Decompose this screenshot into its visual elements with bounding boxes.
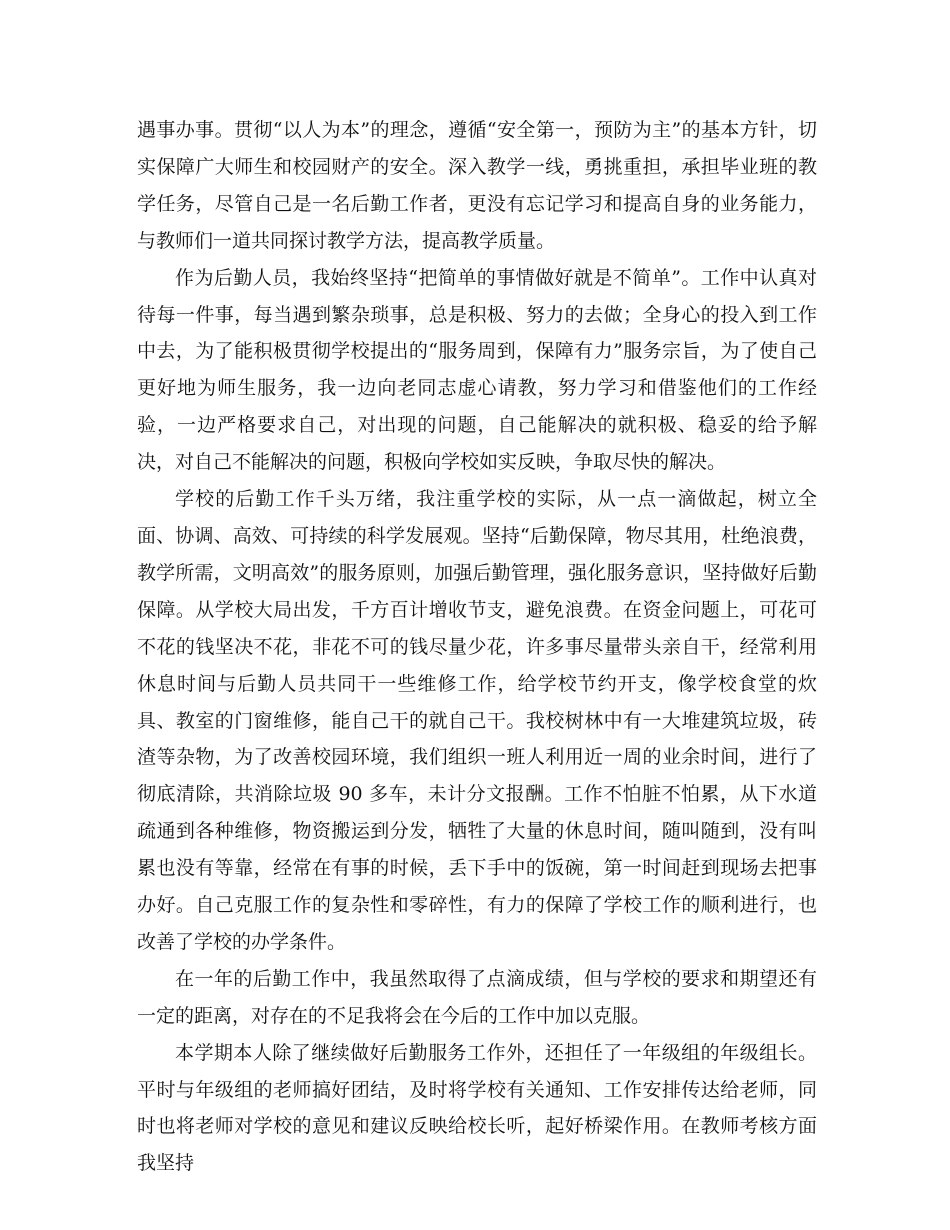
paragraph-4: 在一年的后勤工作中，我虽然取得了点滴成绩，但与学校的要求和期望还有一定的距离，对存在的不足我将会在今后的工作中加以克服。 <box>137 967 817 1027</box>
paragraph-5: 本学期本人除了继续做好后勤服务工作外，还担任了一年级组的年级组长。平时与年级组的老师搞好团结，及时将学校有关通知、工作安排传达给老师，同时也将老师对学校的意见和建议反映给校长听，起好桥梁作用。在教师考核方面我坚持 <box>137 1041 817 1175</box>
document-body <box>137 112 817 1182</box>
paragraph-2: 作为后勤人员，我始终坚持“把简单的事情做好就是不简单”。工作中认真对待每一件事，每当遇到繁杂琐事，总是积极、努力的去做；全身心的投入到工作中去，为了能积极贯彻学校提出的“服务周到，保障有力”服务宗旨，为了使自己更好地为师生服务，我一边向老同志虚心请教，努力学习和借鉴他们的工作经验，一边严格要求自己，对出现的问题，自己能解决的就积极、稳妥的给予解决，对自己不能解决的问题，积极向学校如实反映，争取尽快的解决。 <box>137 266 817 474</box>
paragraph-1: 遇事办事。贯彻“以人为本”的理念，遵循“安全第一，预防为主”的基本方针，切实保障广大师生和校园财产的安全。深入教学一线，勇挑重担，承担毕业班的教学任务，尽管自己是一名后勤工作者，更没有忘记学习和提高自身的业务能力，与教师们一道共同探讨教学方法，提高教学质量。 <box>137 119 817 252</box>
paragraph-3: 学校的后勤工作千头万绪，我注重学校的实际，从一点一滴做起，树立全面、协调、高效、可持续的科学发展观。坚持“后勤保障，物尽其用，杜绝浪费，教学所需，文明高效”的服务原则，加强后勤管理，强化服务意识，坚持做好后勤保障。从学校大局出发，千方百计增收节支，避免浪费。在资金问题上，可花可不花的钱坚决不花，非花不可的钱尽量少花，许多事尽量带头亲自干，经常利用休息时间与后勤人员共同干一些维修工作，给学校节约开支，像学校食堂的炊具、教室的门窗维修，能自己干的就自己干。我校树林中有一大堆建筑垃圾，砖渣等杂物，为了改善校园环境，我们组织一班人利用近一周的业余时间，进行了彻底清除，共消除垃圾 90 多车，未计分文报酬。工作不怕脏不怕累，从下水道疏通到各种维修，物资搬运到分发，牺牲了大量的休息时间，随叫随到，没有叫累也没有等靠，经常在有事的时候，丢下手中的饭碗，第一时间赶到现场去把事办好。自己克服工作的复杂性和零碎性，有力的保障了学校工作的顺利进行，也改善了学校的办学条件。 <box>137 488 817 953</box>
